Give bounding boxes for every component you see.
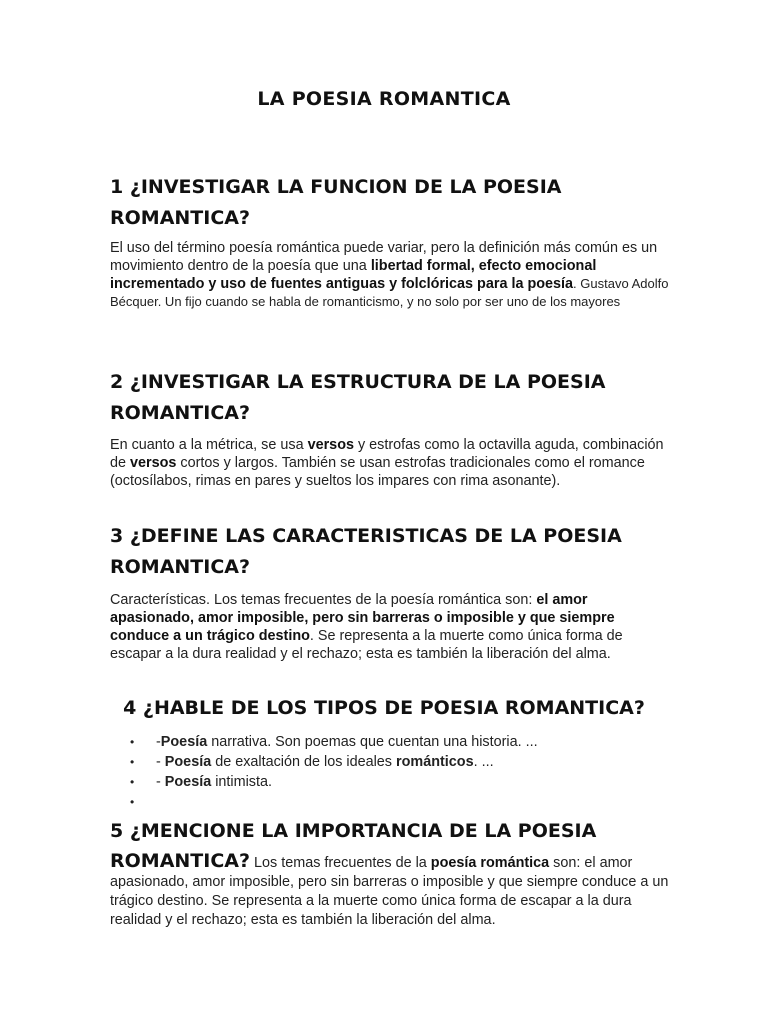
section-4-heading: 4 ¿HABLE DE LOS TIPOS DE POESIA ROMANTICA?	[123, 697, 645, 719]
section-3-heading	[110, 521, 690, 583]
section-2-heading	[110, 367, 690, 429]
section-4-bullet-list	[110, 732, 670, 812]
section-1-heading-line2: ROMANTICA?	[110, 207, 250, 229]
section-2-bold-b: versos	[130, 455, 177, 471]
section-2-heading-line2: ROMANTICA?	[110, 402, 250, 424]
section-2-heading-line1: 2 ¿INVESTIGAR LA ESTRUCTURA DE LA POESIA	[110, 371, 606, 393]
section-2-text-b: y estrofas como la octavilla aguda, combinación de	[110, 437, 664, 471]
list-item: • - Poesía de exaltación de los ideales románticos. ...	[110, 752, 670, 772]
list-item	[110, 792, 670, 812]
section-1-heading-line1: 1 ¿INVESTIGAR LA FUNCION DE LA POESIA	[110, 176, 562, 198]
list-item: • -Poesía narrativa. Son poemas que cuentan una historia. ...	[110, 732, 670, 752]
section-3-heading-line1: 3 ¿DEFINE LAS CARACTERISTICAS DE LA POESIA	[110, 525, 622, 547]
section-2-text-a: En cuanto a la métrica, se usa	[110, 437, 308, 453]
section-3-bold-a: el amor apasionado, amor imposible, pero sin barreras o imposible y que siempre conduce a un trágico destino	[110, 592, 615, 644]
section-5-heading-line1: 5 ¿MENCIONE LA IMPORTANCIA DE LA POESIA	[110, 820, 597, 842]
section-2-paragraph	[110, 436, 670, 490]
list-item: • - Poesía intimista.	[110, 772, 670, 792]
section-2-bold-a: versos	[307, 437, 354, 453]
section-5-heading-line2: ROMANTICA?	[110, 850, 250, 872]
section-3-heading-line2: ROMANTICA?	[110, 556, 250, 578]
section-5-text-b: son: el amor apasionado, amor imposible, pero sin barreras o imposible y que siempre conduce a un trágico destino. Se representa a la muerte como única forma de escapar a la dura realidad y el rechazo; esta es también la liberación del alma.	[110, 855, 669, 928]
section-1-heading	[110, 172, 690, 234]
section-3-paragraph	[110, 591, 670, 663]
section-5-heading	[110, 816, 690, 847]
section-1-paragraph	[110, 239, 670, 311]
section-3-text-b: . Se representa a la muerte como única forma de escapar a la dura realidad y el rechazo; esta es también la liberación del alma.	[110, 628, 623, 662]
section-5-bold-a: poesía romántica	[430, 855, 550, 871]
page-title: LA POESIA ROMANTICA	[257, 88, 511, 110]
section-5-paragraph	[110, 852, 670, 930]
section-3-text-a: Características. Los temas frecuentes de la poesía romántica son:	[110, 592, 537, 608]
section-1-bold-a: libertad formal, efecto emocional incrementado y uso de fuentes antiguas y folclóricas para la poesía	[110, 258, 597, 292]
section-1-text-a: El uso del término poesía romántica puede variar, pero la definición más común es un movimiento dentro de la poesía que una	[110, 240, 658, 274]
section-2-text-c: cortos y largos. También se usan estrofas tradicionales como el romance (octosílabos, rimas en pares y sueltos los impares con rima asonante).	[110, 455, 645, 489]
section-1-text-b: . Gustavo Adolfo Bécquer. Un fijo cuando se habla de romanticismo, y no solo por ser uno de los mayores	[110, 276, 669, 309]
section-5-text-a: Los temas frecuentes de la	[250, 855, 431, 871]
